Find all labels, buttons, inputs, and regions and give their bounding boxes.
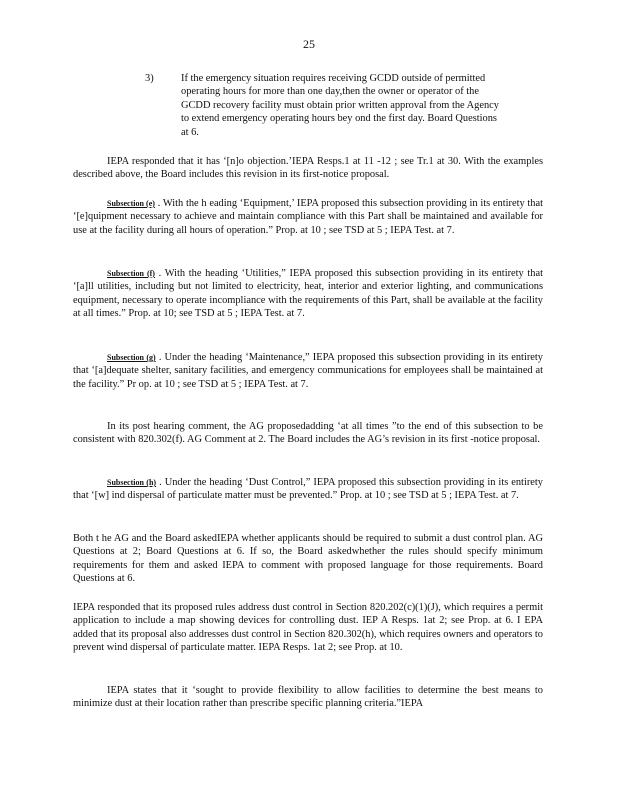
paragraph-subsection-g xyxy=(73,351,543,391)
paragraph-subsection-f xyxy=(73,267,543,321)
item-number: 3) xyxy=(145,73,154,84)
paragraph-iepa-response: IEPA responded that it has ‘[n]o objection.’IEPA Resps.1 at 11 -12 ; see Tr.1 at 30. With the examples described above, the Board includes this revision in its first-notice proposal. xyxy=(73,156,543,181)
item-text: If the emergency situation requires receiving GCDD outside of permitted operating hours for more than one day,then the owner or operator of the GCDD recovery facility must obtain prior written approval from the Agency to extend emergency operating hours bey ond the first day. Board Questions at 6. xyxy=(181,73,499,138)
paragraph-text: . With the h eading ‘Equipment,’ IEPA proposed this subsection providing in its entirety that ‘[e]quipment necessary to achieve and maintain compliance with this Part shall be maintained and available for use at the facility during all hours of operation.” Prop. at 10 ; see TSD at 5 ; IEPA Test. at 7. xyxy=(73,198,543,236)
paragraph-ag-comment: In its post hearing comment, the AG proposedadding ‘at all times ”to the end of this subsection to be consistent with 820.302(f). AG Comment at 2. The Board includes the AG’s revision in its first -notice proposal. xyxy=(73,421,543,446)
paragraph-dust-control-plan: Both t he AG and the Board askedIEPA whether applicants should be required to submit a dust control plan. AG Questions at 2; Board Questions at 6. If so, the Board askedwhether the rules should specify minimum requirements for them and asked IEPA to comment with proposed language for those requirements. Board Questions at 6. xyxy=(73,533,543,585)
subsection-label: Subsection (f) xyxy=(107,269,155,278)
paragraph-iepa-dust-response: IEPA responded that its proposed rules address dust control in Section 820.202(c)(1)(J), which requires a permit application to include a map showing devices for controlling dust. IEP A Resps. 1at 2; see Prop. at 6. I EPA added that its proposal also addresses dust control in Section 820.302(h), which requires owners and operators to prevent wind dispersal of particulate matter. IEPA Resps. 1at 2; see Prop. at 10. xyxy=(73,602,543,654)
subsection-label: Subsection (g) xyxy=(107,353,156,362)
numbered-item-3 xyxy=(145,72,545,142)
paragraph-text: . Under the heading ‘Dust Control,” IEPA proposed this subsection providing in its entirety that ‘[w] ind dispersal of particulate matter must be prevented.” Prop. at 10 ; see TSD at 5 ; IEPA Test. at 7. xyxy=(73,477,543,502)
paragraph-subsection-e xyxy=(73,197,543,237)
paragraph-subsection-h xyxy=(73,476,543,503)
paragraph-iepa-flexibility: IEPA states that it ‘sought to provide flexibility to allow facilities to determine the best means to minimize dust at their location rather than prescribe specific planning criteria.”IEPA xyxy=(73,685,543,710)
page-number: 25 xyxy=(303,37,315,51)
subsection-label: Subsection (e) xyxy=(107,199,155,208)
subsection-label: Subsection (h) xyxy=(107,478,157,487)
paragraph-text: . Under the heading ‘Maintenance,” IEPA proposed this subsection providing in its entirety that ‘[a]dequate shelter, sanitary facilities, and emergency communications for employees shall be maintained at the facility.” Pr op. at 10 ; see TSD at 5 ; IEPA Test. at 7. xyxy=(73,352,543,390)
paragraph-text: . With the heading ‘Utilities,” IEPA proposed this subsection providing in its entirety that ‘[a]ll utilities, including but not limited to electricity, heat, interior and exterior lighting, and communications equipment, necessary to operate incompliance with the requirements of this Part, shall be available at the facility at all times.” Prop. at 10; see TSD at 5 ; IEPA Test. at 7. xyxy=(73,268,543,320)
